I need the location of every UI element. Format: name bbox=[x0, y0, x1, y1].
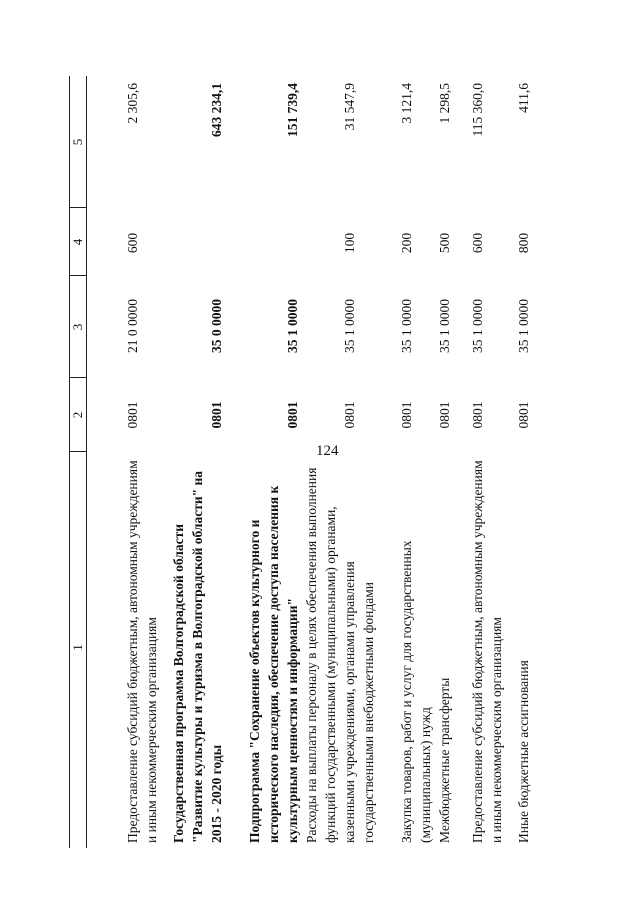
column-header-2: 2 bbox=[70, 411, 85, 419]
row-name: Закупка товаров, работ и услуг для государственных (муниципальных) нужд bbox=[399, 540, 433, 843]
row-type: 600 bbox=[470, 232, 485, 254]
row-type: 800 bbox=[516, 232, 531, 254]
row-amount: 115 360,0 bbox=[470, 83, 485, 137]
row-type: 600 bbox=[125, 232, 140, 254]
row-amount: 1 298,5 bbox=[437, 83, 452, 124]
row-target: 35 1 0000 bbox=[516, 299, 531, 353]
row-amount: 3 121,4 bbox=[399, 83, 414, 124]
row-target: 35 0 0000 bbox=[209, 299, 224, 353]
row-amount: 411,6 bbox=[516, 83, 531, 113]
row-amount: 151 739,4 bbox=[285, 83, 300, 137]
column-header-3: 3 bbox=[70, 323, 85, 331]
row-target: 35 1 0000 bbox=[285, 299, 300, 353]
row-target: 35 1 0000 bbox=[437, 299, 452, 353]
row-section: 0801 bbox=[125, 401, 140, 429]
row-amount: 643 234,1 bbox=[209, 83, 224, 137]
row-name: Межбюджетные трансферты bbox=[437, 677, 452, 843]
header-bottom-border bbox=[86, 76, 87, 848]
row-name: Государственная программа Волгоградской области "Развитие культуры и туризма в Волгоградской области" на 2015 - 2020 годы bbox=[171, 470, 224, 843]
row-section: 0801 bbox=[437, 401, 452, 429]
page-number: 124 bbox=[316, 443, 339, 459]
column-header-5: 5 bbox=[70, 138, 85, 146]
column-header-1: 1 bbox=[70, 644, 85, 651]
row-section: 0801 bbox=[516, 401, 531, 429]
row-name: Предоставление субсидий бюджетным, автономным учреждениям и иным некоммерческим организациям bbox=[470, 460, 504, 843]
row-section: 0801 bbox=[209, 401, 224, 429]
row-section: 0801 bbox=[342, 401, 357, 429]
row-target: 35 1 0000 bbox=[470, 299, 485, 353]
row-name: Иные бюджетные ассигнования bbox=[516, 660, 531, 843]
row-name: Подпрограмма "Сохранение объектов культурного и исторического наследия, обеспечение доступа населения к культурным ценностям и информации" bbox=[247, 485, 300, 843]
row-amount: 2 305,6 bbox=[125, 83, 140, 124]
row-section: 0801 bbox=[285, 401, 300, 429]
row-name: Предоставление субсидий бюджетным, автономным учреждениям и иным некоммерческим организациям bbox=[125, 460, 159, 843]
row-section: 0801 bbox=[470, 401, 485, 429]
row-target: 35 1 0000 bbox=[399, 299, 414, 353]
row-type: 500 bbox=[437, 232, 452, 254]
row-target: 21 0 0000 bbox=[125, 299, 140, 353]
budget-table bbox=[52, 23, 532, 843]
row-amount: 31 547,9 bbox=[342, 83, 357, 131]
column-header-4: 4 bbox=[70, 238, 85, 246]
row-target: 35 1 0000 bbox=[342, 299, 357, 353]
row-type: 200 bbox=[399, 232, 414, 254]
row-type: 100 bbox=[342, 232, 357, 254]
row-section: 0801 bbox=[399, 401, 414, 429]
row-name: Расходы на выплаты персоналу в целях обеспечения выполнения функций государственными (муниципальными) органами, казенными учреждениями, органами управления государственными внебюджетными фондами bbox=[304, 467, 376, 843]
